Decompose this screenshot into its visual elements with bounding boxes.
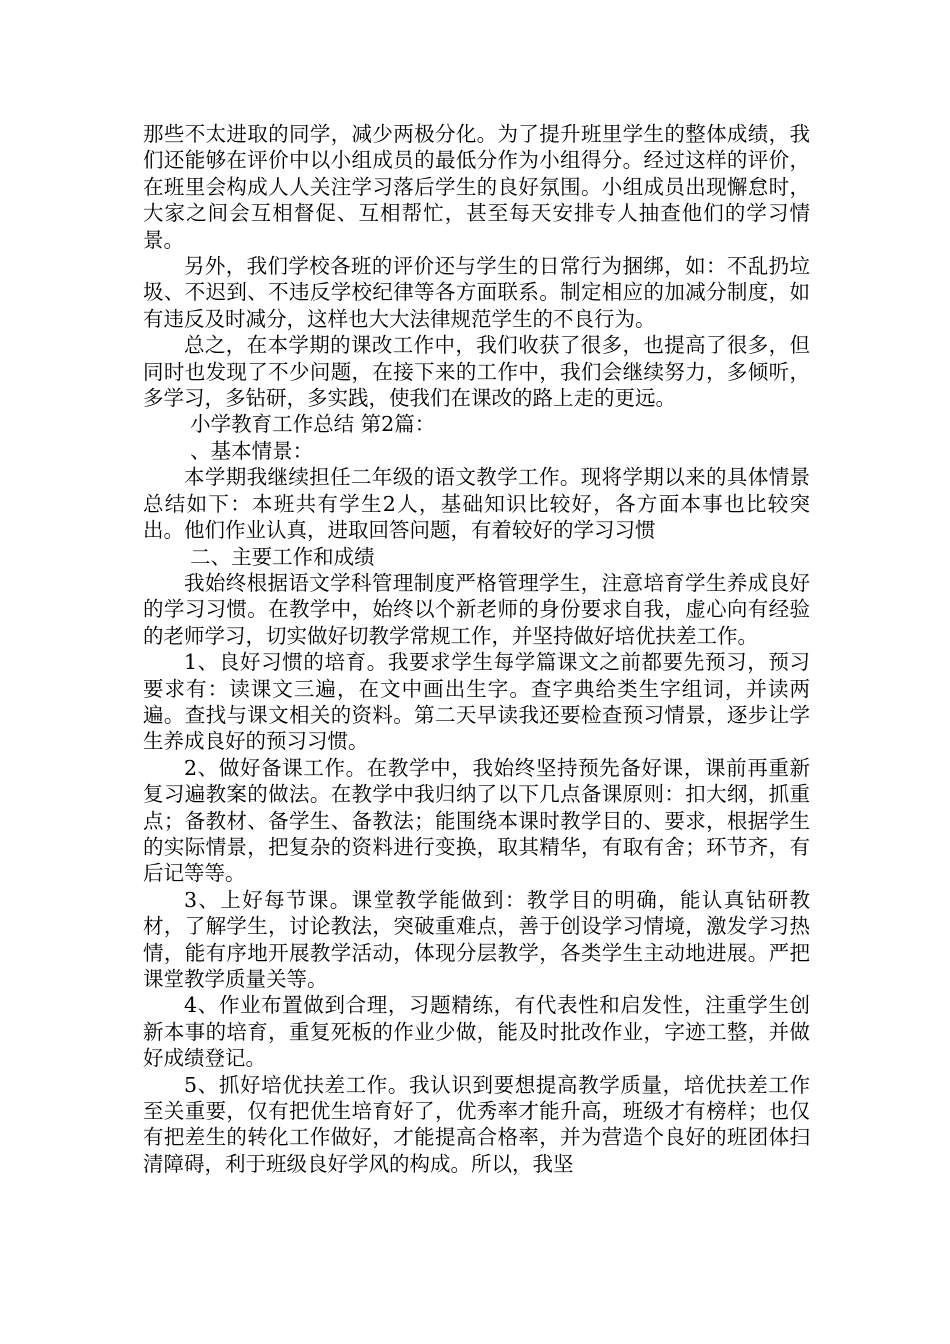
document-page (143, 121, 810, 1177)
paragraph-3: 总之，在本学期的课改工作中，我们收获了很多，也提高了很多，但同时也发现了不少问题，在接下来的工作中，我们会继续努力，多倾听，多学习，多钻研，多实践，使我们在课改的路上走的更远。 (143, 333, 810, 411)
list-item-4: 4、作业布置做到合理，习题精练，有代表性和启发性，注重学生创新本事的培育，重复死板的作业少做，能及时批改作业，字迹工整，并做好成绩登记。 (143, 993, 810, 1071)
list-item-1: 1、良好习惯的培育。我要求学生每学篇课文之前都要先预习，预习要求有：读课文三遍，在文中画出生字。查字典给类生字组词，并读两遍。查找与课文相关的资料。第二天早读我还要检查预习情景，逐步让学生养成良好的预习习惯。 (143, 650, 810, 754)
paragraph-5: 我始终根据语文学科管理制度严格管理学生，注意培育学生养成良好的学习习惯。在教学中，始终以个新老师的身份要求自我，虚心向有经验的老师学习，切实做好切教学常规工作，并坚持做好培优扶差工作。 (143, 570, 810, 648)
list-item-3: 3、上好每节课。课堂教学能做到：教学目的明确，能认真钻研教材，了解学生，讨论教法，突破重难点，善于创设学习情境，激发学习热情，能有序地开展教学活动，体现分层教学，各类学生主动地进展。严把课堂教学质量关等。 (143, 887, 810, 991)
section-heading-basic: 、基本情景： (190, 438, 314, 463)
list-item-2: 2、做好备课工作。在教学中，我始终坚持预先备好课，课前再重新复习遍教案的做法。在教学中我归纳了以下几点备课原则：扣大纲，抓重点；备教材、备学生、备教法；能围绕本课时教学目的、要求，根据学生的实际情景，把复杂的资料进行变换，取其精华，有取有舍；环节齐，有后记等等。 (143, 755, 810, 886)
paragraph-2: 另外，我们学校各班的评价还与学生的日常行为捆绑，如：不乱扔垃圾、不迟到、不违反学校纪律等各方面联系。制定相应的加减分制度，如有违反及时减分，这样也大大法律规范学生的不良行为。 (143, 254, 810, 331)
paragraph-1: 那些不太进取的同学，减少两极分化。为了提升班里学生的整体成绩，我们还能够在评价中以小组成员的最低分作为小组得分。经过这样的评价，在班里会构成人人关注学习落后学生的良好氛围。小组成员出现懈怠时，大家之间会互相督促、互相帮忙，甚至每天安排专人抽查他们的学习情景。 (143, 122, 810, 252)
paragraph-4: 本学期我继续担任二年级的语文教学工作。现将学期以来的具体情景总结如下：本班共有学生2人，基础知识比较好，各方面本事也比较突出。他们作业认真，进取回答问题，有着较好的学习习惯 (143, 465, 810, 543)
list-item-5: 5、抓好培优扶差工作。我认识到要想提高教学质量，培优扶差工作至关重要，仅有把优生培育好了，优秀率才能升高，班级才有榜样；也仅有把差生的转化工作做好，才能提高合格率，并为营造个良好的班团体扫清障碍，利于班级良好学风的构成。所以，我坚 (143, 1072, 810, 1176)
section-title: 小学教育工作总结 第2篇： (190, 412, 436, 437)
section-heading-main-work: 二、主要工作和成绩 (190, 544, 375, 569)
